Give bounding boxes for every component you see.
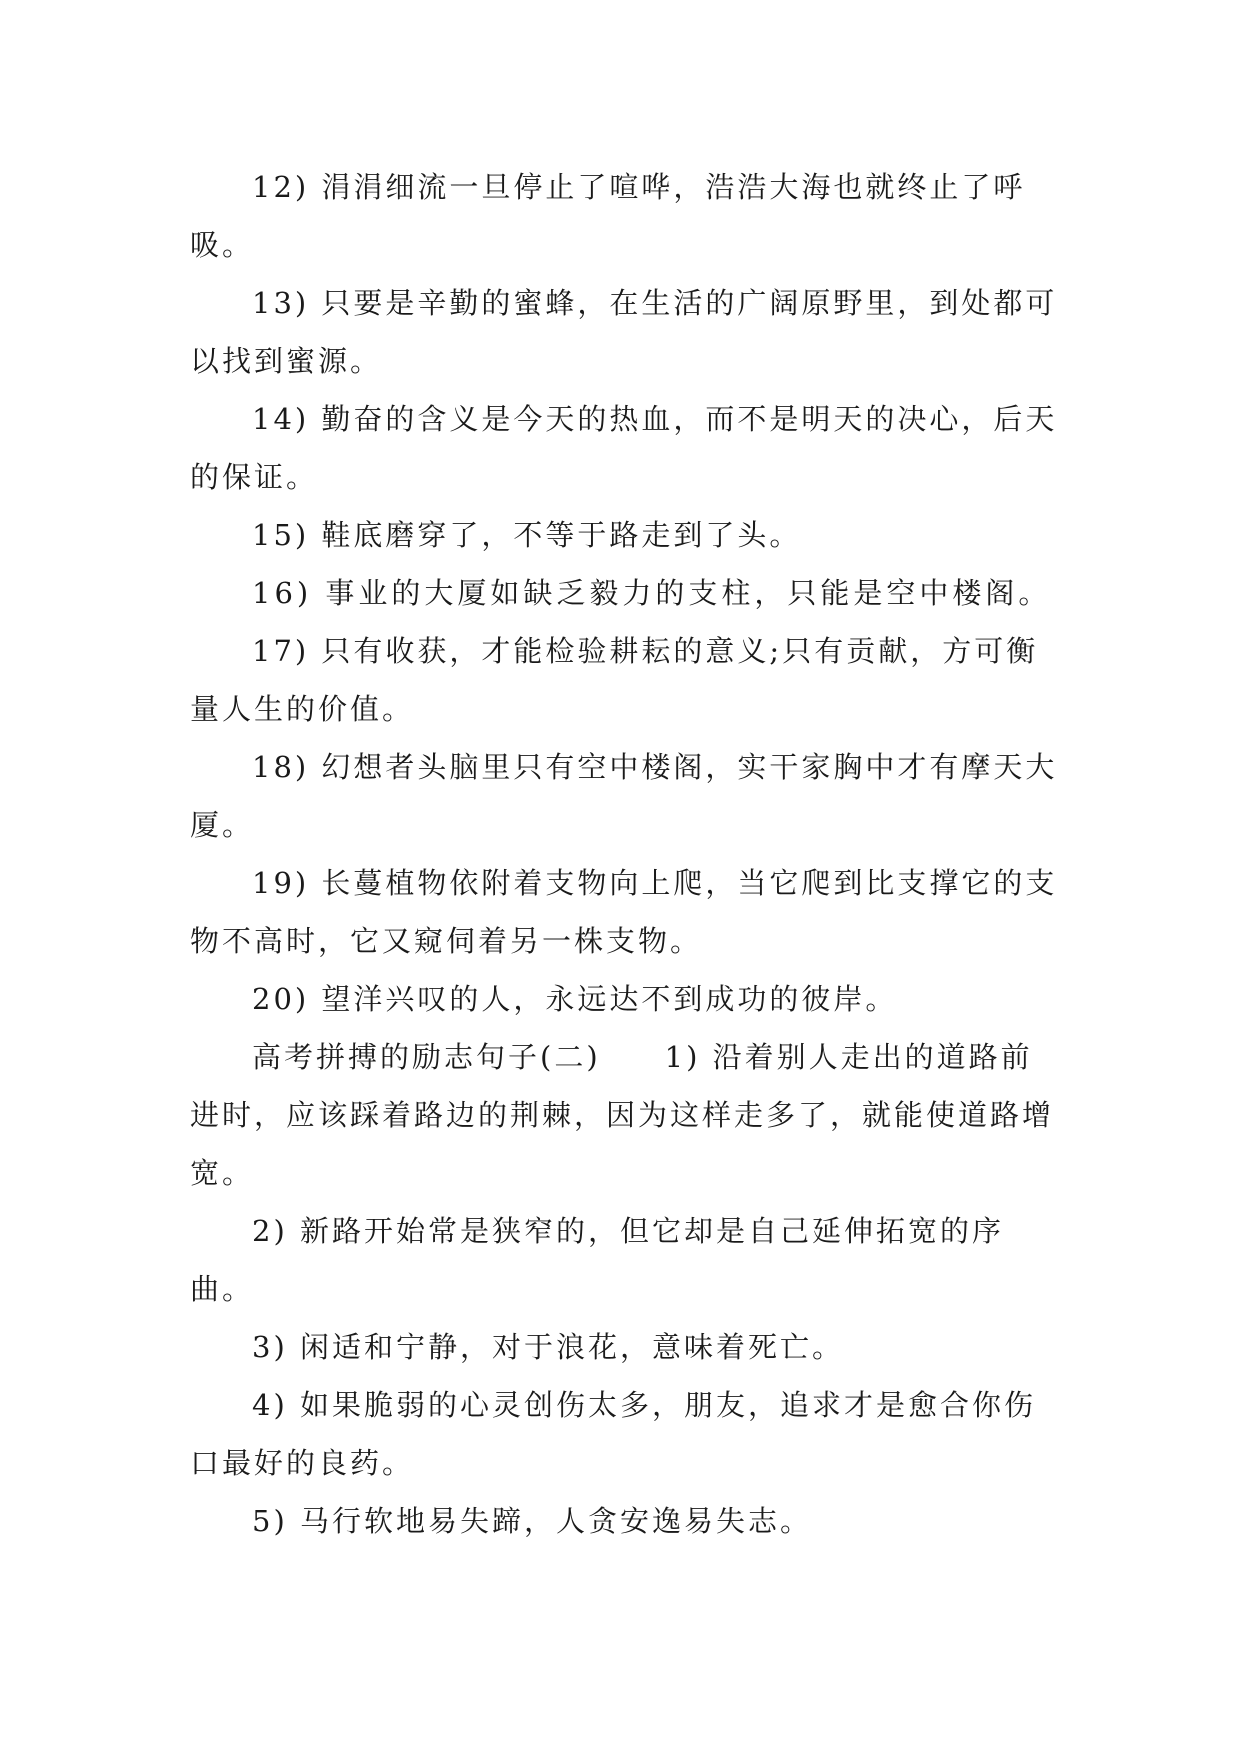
paragraph-14: 14) 勤奋的含义是今天的热血，而不是明天的决心，后天的保证。 [190,402,1058,494]
paragraph-17: 17) 只有收获，才能检验耕耘的意义;只有贡献，方可衡量人生的价值。 [190,634,1039,726]
paragraph-18: 18) 幻想者头脑里只有空中楼阁，实干家胸中才有摩天大厦。 [190,750,1058,842]
document-body [190,158,1060,1550]
paragraph-15: 15) 鞋底磨穿了，不等于路走到了头。 [252,518,802,552]
paragraph-20: 20) 望洋兴叹的人，永远达不到成功的彼岸。 [252,982,898,1016]
paragraph-16: 16) 事业的大厦如缺乏毅力的支柱，只能是空中楼阁。 [252,576,1052,610]
paragraph-3: 3) 闲适和宁静，对于浪花，意味着死亡。 [252,1330,844,1364]
paragraph-13: 13) 只要是辛勤的蜜蜂，在生活的广阔原野里，到处都可以找到蜜源。 [190,286,1058,378]
paragraph-2: 2) 新路开始常是狭窄的，但它却是自己延伸拓宽的序曲。 [190,1214,1004,1306]
paragraph-4: 4) 如果脆弱的心灵创伤太多，朋友，追求才是愈合你伤口最好的良药。 [190,1388,1036,1480]
paragraph-12: 12) 涓涓细流一旦停止了喧哗，浩浩大海也就终止了呼吸。 [190,170,1026,262]
section-heading-paragraph: 高考拼搏的励志句子(二) 1) 沿着别人走出的道路前进时，应该踩着路边的荆棘，因为这样走多了，就能使道路增宽。 [190,1040,1055,1190]
paragraph-5: 5) 马行软地易失蹄，人贪安逸易失志。 [252,1504,812,1538]
paragraph-19: 19) 长蔓植物依附着支物向上爬，当它爬到比支撑它的支物不高时，它又窥伺着另一株支物。 [190,866,1058,958]
